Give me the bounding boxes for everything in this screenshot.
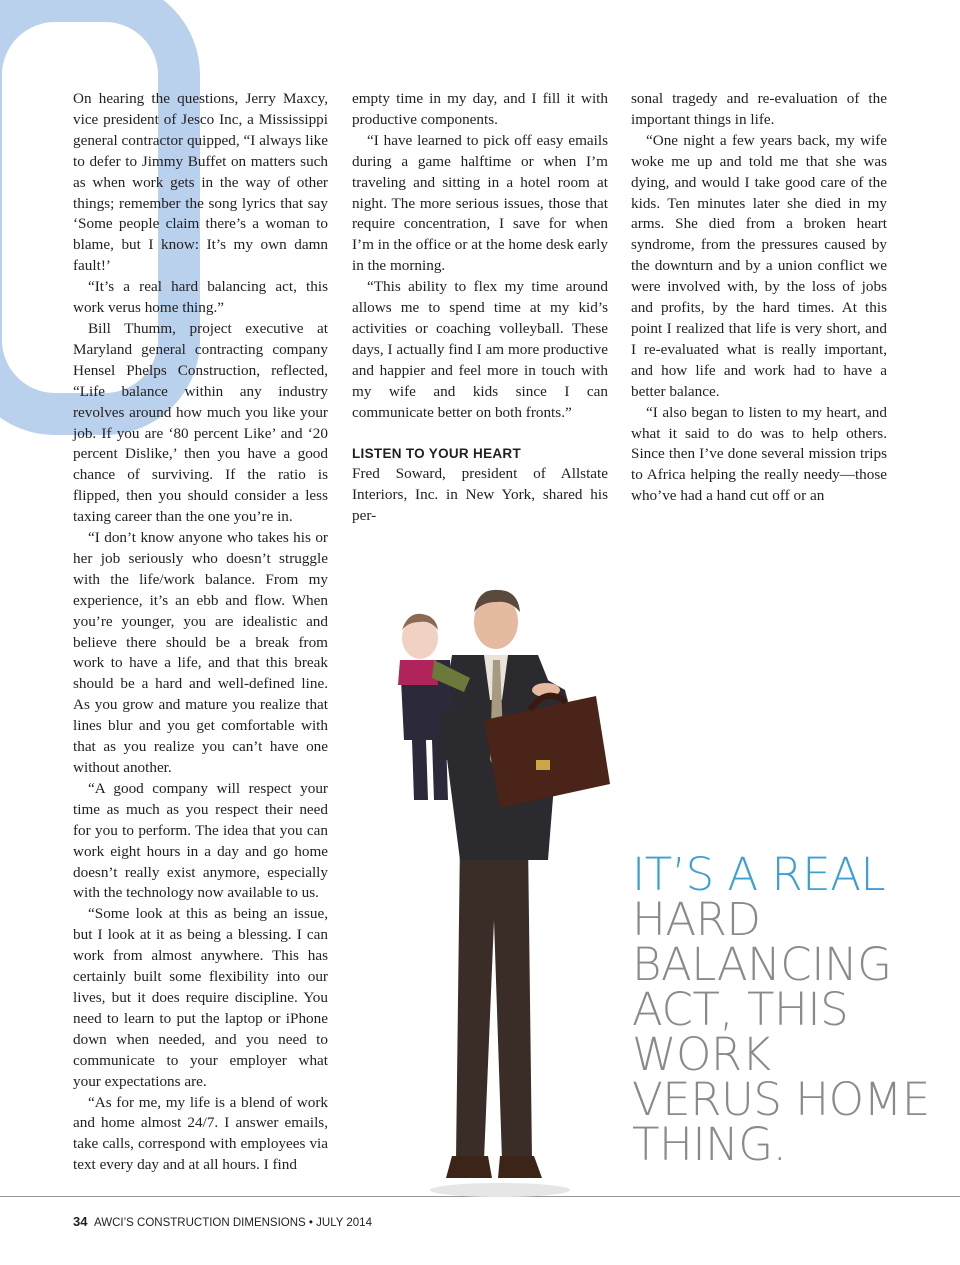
pull-quote-line: ACT, THIS [632, 983, 849, 1036]
paragraph: “One night a few years back, my wife woke me up and told me that she was dying, and would I take good care of the kids. Ten minutes later she died in my arms. She died from a broken heart syndrome, from the pressures caused by the downturn and by a union conflict we were involved with, by the loss of jobs and profits, by the hard times. At this point I realized that life is very short, and I re-evaluated what is really important, and how life and work had to have a better balance. [631, 131, 887, 400]
paragraph: “It’s a real hard balancing act, this work verus home thing.” [73, 278, 328, 317]
page-number: 34 [73, 1214, 88, 1229]
paragraph: “As for me, my life is a blend of work and home almost 24/7. I answer emails, take calls, correspond with employees via text every day and at all hours. I find [73, 1093, 328, 1174]
paragraph: “I don’t know anyone who takes his or her job seriously who doesn’t struggle with the life/work balance. From my experience, it’s an ebb and flow. When you’re younger, you are idealistic and believe there should be a break from work to have a life, and that this break should be a hard and well-defined line. As you grow and mature you realize that lines blur and you get comfortable with that as you realize you can’t have one without another. [73, 529, 328, 776]
paragraph: “This ability to flex my time around allows me to spend time at my kid’s activities or coaching volleyball. These days, I actually find I am more productive and happier and feel more in touch with my wife and kids since I can communicate better on both fronts.” [352, 278, 608, 421]
pull-quote-highlight: IT’S A REAL [632, 848, 886, 901]
pull-quote [632, 848, 932, 1171]
pull-quote-line: BALANCING [632, 938, 892, 991]
article-column-3 [631, 89, 887, 507]
pull-quote-line: VERUS HOME [632, 1073, 930, 1126]
pull-quote-line: THING. [632, 1118, 787, 1171]
paragraph: sonal tragedy and re-evaluation of the important things in life. [631, 90, 887, 128]
paragraph: Fred Soward, president of Allstate Interiors, Inc. in New York, shared his per- [352, 465, 608, 525]
paragraph: empty time in my day, and I fill it with productive components. [352, 90, 608, 128]
article-column-1 [73, 89, 328, 1176]
pull-quote-line: WORK [632, 1028, 771, 1081]
paragraph: “I have learned to pick off easy emails during a game halftime or when I’m traveling and sitting in a hotel room at night. The more serious issues, those that require concentration, I save for when I’m in the office or at the home desk early in the morning. [352, 131, 608, 275]
publication-line: AWCI’S CONSTRUCTION DIMENSIONS • JULY 2014 [94, 1217, 372, 1229]
page-footer [73, 1214, 372, 1229]
paragraph: “I also began to listen to my heart, and what it said to do was to help others. Since then I’ve done several mission trips to Africa helping the really needy—those who’ve had a hand cut off or an [631, 403, 887, 505]
paragraph: On hearing the questions, Jerry Maxcy, vice president of Jesco Inc, a Mississippi general contractor quipped, “I always like to defer to Jimmy Buffet on matters such as when work gets in the way of other things; remember the song lyrics that say ‘Some people claim there’s a woman to blame, but I know: It’s my own damn fault!’ [73, 90, 328, 275]
pull-quote-line: HARD [632, 893, 761, 946]
section-subhead: LISTEN TO YOUR HEART [352, 445, 522, 461]
photo-man-with-baby-and-briefcase [360, 560, 610, 1200]
paragraph: “Some look at this as being an issue, but I look at it as being a blessing. I can work from almost anywhere. This has certainly built some flexibility into our lives, but it does require discipline. You need to learn to put the laptop or iPhone down when needed, and you need to communicate to your employer what your expectations are. [73, 905, 328, 1090]
article-column-2 [352, 89, 608, 527]
paragraph: “A good company will respect your time as much as you respect their need for you to perform. The idea that you can work eight hours in a day and go home doesn’t really exist anymore, especially with the technology now available to us. [73, 779, 328, 902]
paragraph: Bill Thumm, project executive at Maryland general contracting company Hensel Phelps Construction, reflected, “Life balance within any industry revolves around how much you like your job. If you are ‘80 percent Like’ and ‘20 percent Dislike,’ then you have a good chance of surviving. If the ratio is flipped, then you should consider a less taxing career than the one you’re in. [73, 319, 328, 526]
